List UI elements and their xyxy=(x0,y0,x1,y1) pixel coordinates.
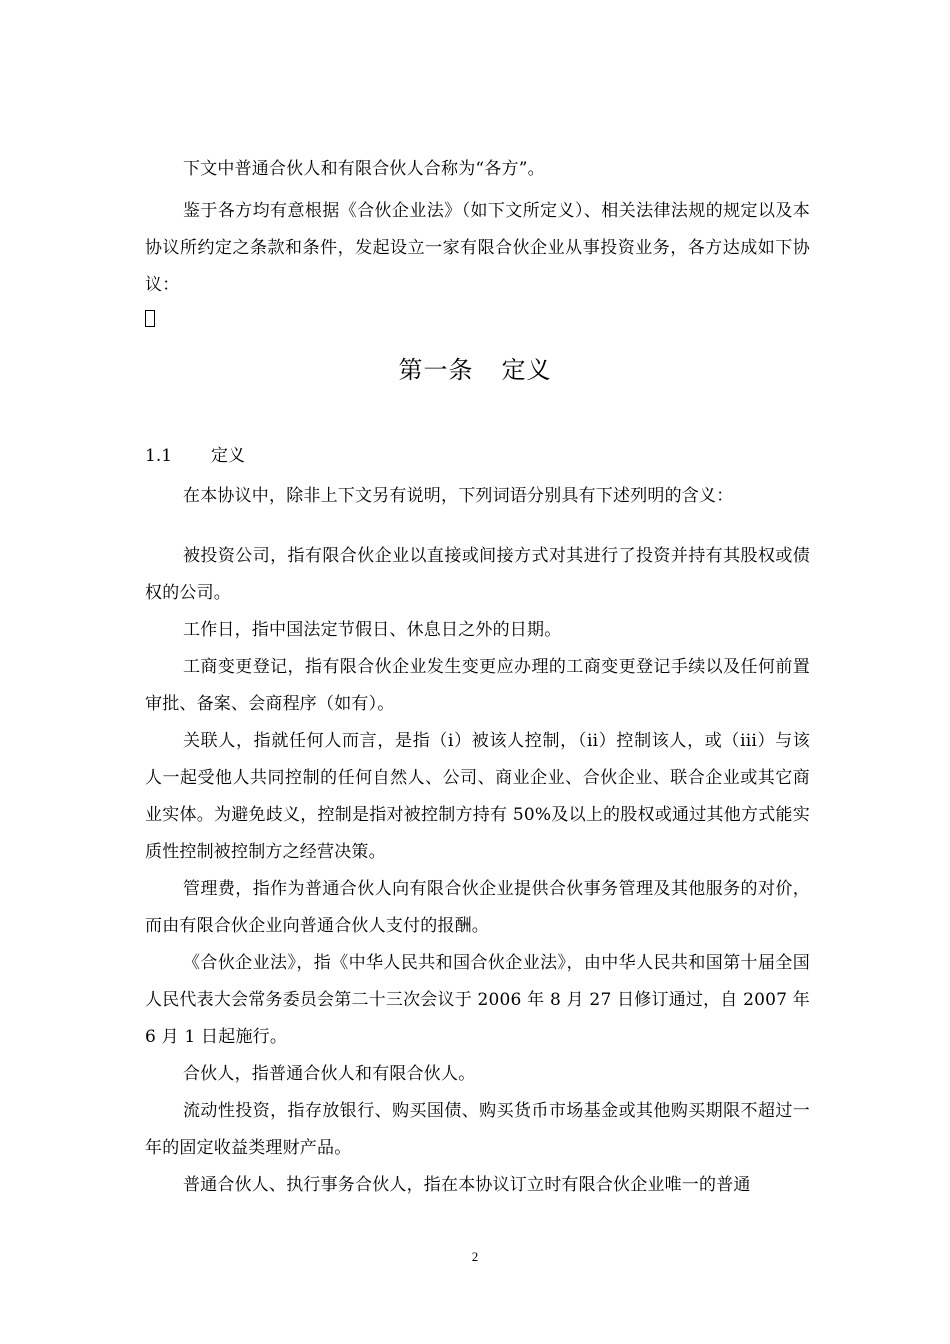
page-number: 2 xyxy=(471,1249,479,1264)
definition-general-partner: 普通合伙人、执行事务合伙人，指在本协议订立时有限合伙企业唯一的普通 xyxy=(183,1175,751,1195)
article-heading xyxy=(0,350,950,390)
parties-paragraph: 下文中普通合伙人和有限合伙人合称为“各方”。 xyxy=(183,159,545,179)
definition-partnership-law: 《合伙企业法》，指《中华人民共和国合伙企业法》，由中华人民共和国第十届全国人民代表大会常务委员会第二十三次会议于 2006 年 8 月 27 日修订通过，自 2007 年 6 月 1 日起施行。 xyxy=(145,953,810,1047)
definition-partners: 合伙人，指普通合伙人和有限合伙人。 xyxy=(183,1064,476,1084)
section-number: 1.1 xyxy=(145,446,173,466)
definition-registration-change: 工商变更登记，指有限合伙企业发生变更应办理的工商变更登记手续以及任何前置审批、备案、会商程序（如有）。 xyxy=(145,657,810,714)
definition-affiliate: 关联人，指就任何人而言，是指（i）被该人控制，（ii）控制该人，或（iii）与该人一起受他人共同控制的任何自然人、公司、商业企业、合伙企业、联合企业或其它商业实体。为避免歧义，控制是指对被控制方持有 50%及以上的股权或通过其他方式能实质性控制被控制方之经营决策。 xyxy=(145,731,810,862)
section-heading xyxy=(145,441,245,471)
definition-management-fee: 管理费，指作为普通合伙人向有限合伙企业提供合伙事务管理及其他服务的对价，而由有限合伙企业向普通合伙人支付的报酬。 xyxy=(145,879,810,936)
article-number: 第一条 xyxy=(398,356,474,384)
definition-business-day: 工作日，指中国法定节假日、休息日之外的日期。 xyxy=(183,620,562,640)
paragraph-marker-icon xyxy=(145,308,155,328)
article-title: 定义 xyxy=(501,356,552,384)
section-title: 定义 xyxy=(211,446,245,466)
section-lead-paragraph: 在本协议中，除非上下文另有说明，下列词语分别具有下述列明的含义： xyxy=(183,486,734,506)
definition-liquid-investment: 流动性投资，指存放银行、购买国债、购买货币市场基金或其他购买期限不超过一年的固定收益类理财产品。 xyxy=(145,1101,810,1158)
definition-investee-company: 被投资公司，指有限合伙企业以直接或间接方式对其进行了投资并持有其股权或债权的公司。 xyxy=(145,546,810,603)
whereas-paragraph: 鉴于各方均有意根据《合伙企业法》（如下文所定义）、相关法律法规的规定以及本协议所约定之条款和条件，发起设立一家有限合伙企业从事投资业务，各方达成如下协议： xyxy=(145,201,810,295)
